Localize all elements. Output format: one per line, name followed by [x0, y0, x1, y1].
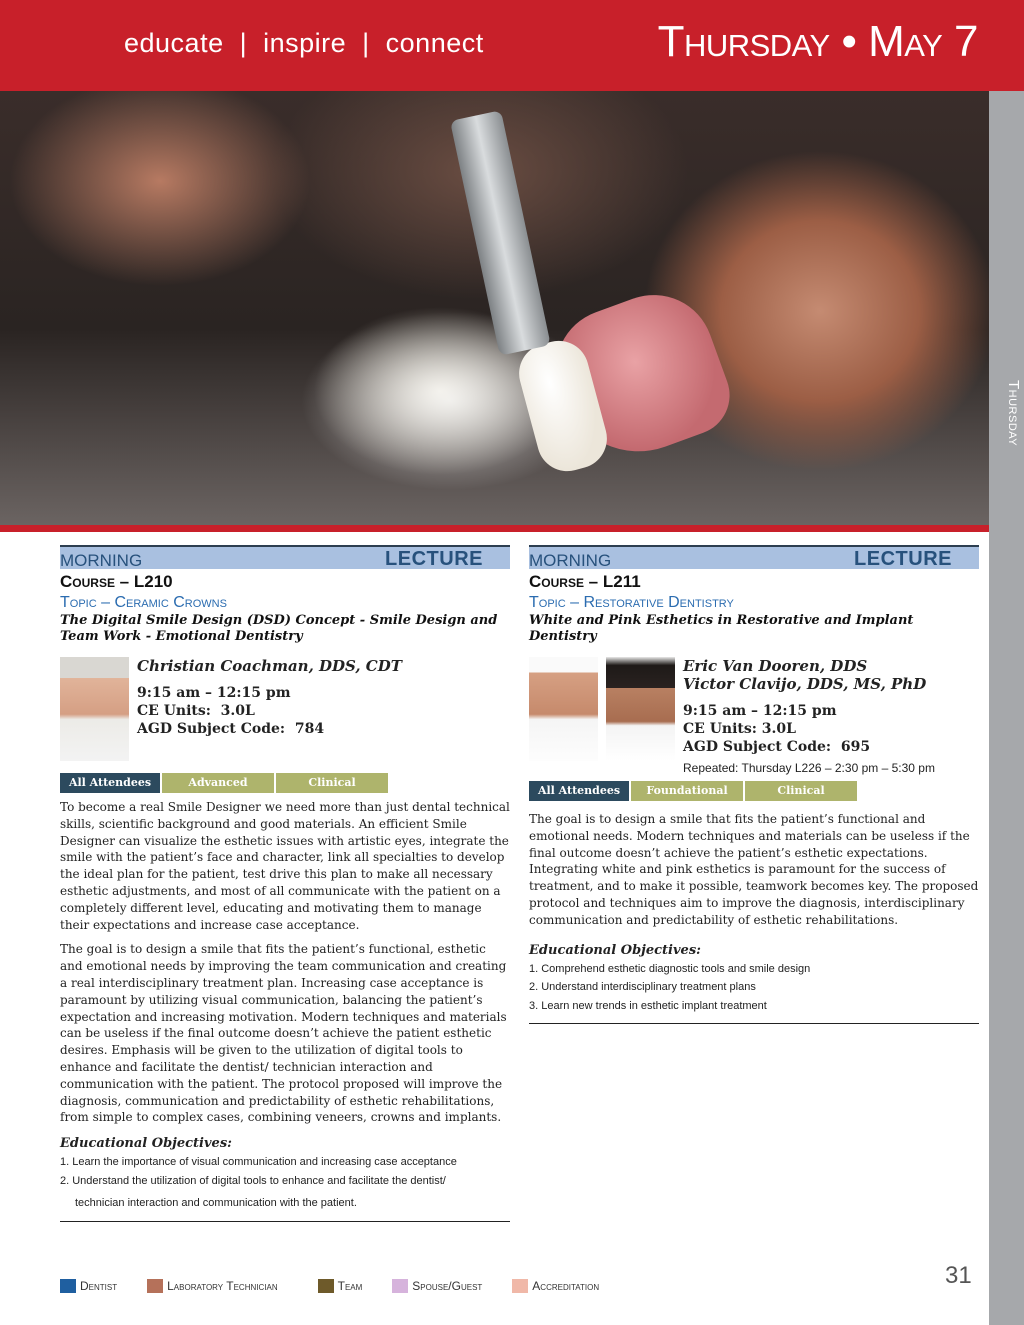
objective-item: 3. Learn new trends in esthetic implant treatment [529, 999, 767, 1012]
section-rule [529, 1023, 979, 1024]
course-code: Course – L211 [529, 572, 641, 591]
legend-label: Accreditation [532, 1279, 600, 1293]
course-topic: Topic – Restorative Dentistry [529, 594, 734, 611]
objectives-list [60, 1153, 510, 1213]
tag-all-attendees: All Attendees [529, 781, 629, 801]
audience-tags [529, 781, 979, 801]
event-date: Thursday • May 7 [657, 17, 978, 66]
agd-code: AGD Subject Code: 695 [683, 739, 871, 755]
speaker-name: Eric Van Dooren, DDS [683, 657, 868, 675]
legend-label: Laboratory Technician [167, 1279, 278, 1293]
tag-level: Advanced [162, 773, 274, 793]
speaker-photo [529, 657, 598, 761]
speaker-name: Christian Coachman, DDS, CDT [137, 657, 402, 675]
objective-item: technician interaction and communication with the patient. [75, 1197, 357, 1210]
agd-code: AGD Subject Code: 784 [137, 721, 325, 737]
tag-all-attendees: All Attendees [60, 773, 160, 793]
session-l210 [60, 545, 510, 1222]
session-time: 9:15 am – 12:15 pm [137, 685, 291, 701]
session-l211 [529, 545, 979, 1024]
audience-tags [60, 773, 510, 793]
audience-legend [60, 1279, 629, 1293]
tag-category: Clinical [276, 773, 388, 793]
speaker-photo [60, 657, 129, 761]
hero-divider [0, 525, 989, 532]
legend-item-lab-tech [147, 1279, 277, 1293]
session-bar [529, 545, 979, 569]
time-block-label: MORNING [529, 551, 612, 570]
legend-item-dentist [60, 1279, 117, 1293]
speaker-info [683, 657, 935, 777]
legend-item-team [318, 1279, 363, 1293]
course-title: White and Pink Esthetics in Restorative and Implant Dentistry [529, 613, 914, 644]
session-type-label: LECTURE [385, 548, 483, 570]
tagline: educate | inspire | connect [124, 28, 484, 58]
time-block-label: MORNING [60, 551, 143, 570]
session-time: 9:15 am – 12:15 pm [683, 703, 837, 719]
legend-swatch [60, 1279, 76, 1293]
legend-swatch [318, 1279, 334, 1293]
repeated-session: Repeated: Thursday L226 – 2:30 pm – 5:30 pm [683, 761, 935, 775]
description-paragraph: The goal is to design a smile that fits the patient’s functional and emotional needs. Modern techniques and materials can be useless if the final outcome doesn’t achieve the patient’s esthetic expectations. Integrating white and pink esthetics is paramount for the success of treatment, and to make it possible, teamwork becomes key. The proposed protocol and techniques aim to improve the diagnosis, interdisciplinary communication and predictability of esthetic rehabilitations. [529, 812, 979, 927]
legend-swatch [512, 1279, 528, 1293]
objectives-list [529, 960, 979, 1016]
description-paragraph: To become a real Smile Designer we need more than just dental technical skills, scientific background and good materials. An efficient Smile Designer can visualize the esthetic issues with artistic eyes, integrate the smile with the patient’s face and character, link all specialties to develop the ideal plan for the patient, test drive this plan to make all necessary esthetic adjustments, and most of all communicate with the patient on a completely different level, educating and motivating them to manage their expectations and increase case acceptance. [60, 800, 510, 932]
objective-item: 2. Understand the utilization of digital tools to enhance and facilitate the dentist/ [60, 1174, 446, 1187]
speaker-photo [606, 657, 675, 761]
side-strip [989, 91, 1024, 1325]
tag-level: Foundational [631, 781, 743, 801]
legend-swatch [147, 1279, 163, 1293]
page-header [0, 0, 1024, 91]
speaker-info [137, 657, 402, 761]
section-rule [60, 1221, 510, 1222]
page-number: 31 [945, 1262, 972, 1289]
objectives-heading: Educational Objectives: [529, 942, 701, 958]
course-topic: Topic – Ceramic Crowns [60, 594, 227, 611]
objective-item: 2. Understand interdisciplinary treatment plans [529, 981, 756, 994]
legend-label: Team [337, 1279, 363, 1293]
tag-category: Clinical [745, 781, 857, 801]
session-bar [60, 545, 510, 569]
legend-item-spouse-guest [392, 1279, 482, 1293]
ce-units: CE Units: 3.0L [683, 721, 796, 737]
speaker-name: Victor Clavijo, DDS, MS, PhD [683, 675, 927, 693]
objective-item: 1. Learn the importance of visual communication and increasing case acceptance [60, 1156, 457, 1169]
course-title: The Digital Smile Design (DSD) Concept - Smile Design and Team Work - Emotional Dentistry [60, 613, 498, 644]
legend-label: Dentist [80, 1279, 118, 1293]
side-tab-label: Thursday [1005, 380, 1022, 447]
legend-label: Spouse/Guest [412, 1279, 483, 1293]
session-type-label: LECTURE [854, 548, 952, 570]
objectives-heading: Educational Objectives: [60, 1136, 232, 1152]
course-code: Course – L210 [60, 572, 173, 591]
speaker-block [60, 657, 510, 761]
description-paragraph: The goal is to design a smile that fits the patient’s functional, esthetic and emotional needs by improving the team communication and creating a real interdisciplinary treatment plan. Increasing case acceptance is paramount by utilizing visual communication, balancing the patient’s expectation and increasing motivation. Modern techniques and materials can be useless if the final outcome doesn’t achieve the patient esthetic desires. Emphasis will be given to the utilization of digital tools to enhance and facilitate the dentist/ technician interaction and communication with the patient. The protocol proposed will improve the diagnosis, communication and predictability of esthetic rehabilitations, from simple to complex cases, combining veneers, crowns and implants. [60, 942, 507, 1125]
objective-item: 1. Comprehend esthetic diagnostic tools and smile design [529, 962, 811, 975]
speaker-block [529, 657, 979, 777]
ce-units: CE Units: 3.0L [137, 703, 255, 719]
legend-swatch [392, 1279, 408, 1293]
hero-photo [0, 91, 989, 525]
legend-item-accreditation [512, 1279, 599, 1293]
